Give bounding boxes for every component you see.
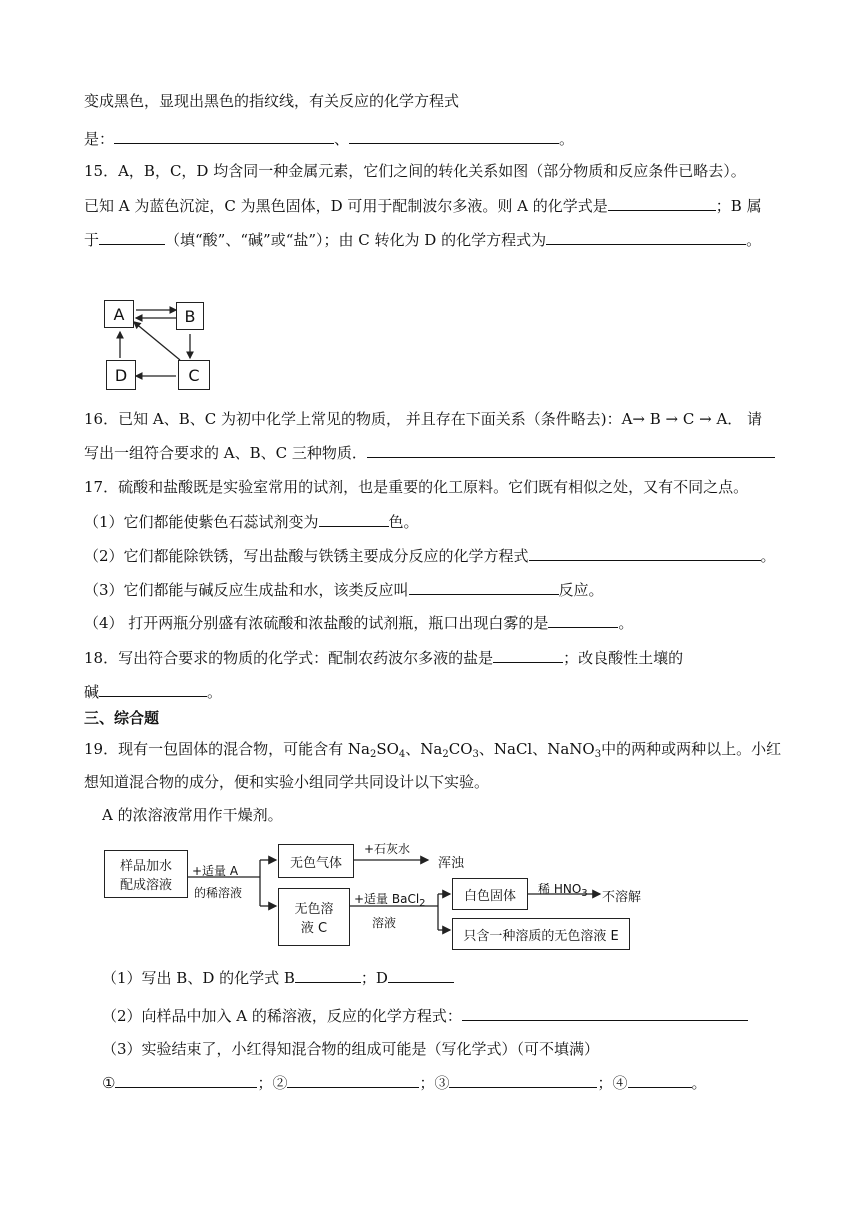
answer-blank[interactable] bbox=[608, 194, 716, 211]
q16-line2: 写出一组符合要求的 A、B、C 三种物质． bbox=[84, 441, 775, 464]
solution-c-box: 无色溶 液 C bbox=[278, 888, 350, 946]
answer-blank[interactable] bbox=[546, 228, 746, 245]
answer-blank[interactable] bbox=[388, 966, 454, 983]
q19-part3: （3）实验结束了，小红得知混合物的组成可能是（写化学式）（可不填满） bbox=[102, 1040, 600, 1058]
sample-box: 样品加水 配成溶液 bbox=[104, 850, 188, 898]
answer-blank[interactable] bbox=[548, 611, 618, 628]
answer-blank[interactable] bbox=[99, 680, 207, 697]
q18-line1: 18．写出符合要求的物质的化学式：配制农药波尔多液的盐是 ；改良酸性土壤的 bbox=[84, 646, 683, 669]
answer-blank[interactable] bbox=[295, 966, 361, 983]
answer-blank[interactable] bbox=[529, 544, 761, 561]
q17-part4: （4） 打开两瓶分别盛有浓硫酸和浓盐酸的试剂瓶，瓶口出现白雾的是 。 bbox=[84, 611, 633, 634]
q14-line2: 是： 、 。 bbox=[84, 127, 574, 150]
bacl2-label-2: 溶液 bbox=[372, 916, 397, 930]
q19-part3-answers: ① ；② ；③ ；④ 。 bbox=[102, 1071, 707, 1094]
answer-blank[interactable] bbox=[449, 1071, 597, 1088]
solution-e-box: 只含一种溶质的无色溶液 E bbox=[452, 918, 630, 950]
section-title: 三、综合题 bbox=[84, 709, 160, 727]
q19-flow-diagram bbox=[100, 834, 660, 958]
bacl2-label: +适量 BaCl$_2$ bbox=[354, 892, 426, 909]
q17-part2: （2）它们都能除铁锈，写出盐酸与铁锈主要成分反应的化学方程式 。 bbox=[84, 544, 776, 567]
node-c: C bbox=[178, 360, 210, 390]
hno3-label: 稀 $HNO_3$ bbox=[538, 882, 588, 899]
q19-note: A 的浓溶液常用作干燥剂。 bbox=[102, 806, 283, 824]
answer-blank[interactable] bbox=[349, 127, 559, 144]
answer-blank[interactable] bbox=[493, 646, 563, 663]
answer-blank[interactable] bbox=[628, 1071, 692, 1088]
q16-line1: 16．已知 A、B、C 为初中化学上常见的物质， 并且存在下面关系（条件略去)：A→ B → C → A． 请 bbox=[84, 410, 763, 428]
node-b: B bbox=[176, 302, 204, 330]
node-a: A bbox=[104, 300, 134, 328]
answer-blank[interactable] bbox=[99, 228, 165, 245]
add-a-label: +适量 A bbox=[192, 864, 239, 878]
q15-line3: 于 （填“酸”、“碱”或“盐”）；由 C 转化为 D 的化学方程式为 。 bbox=[84, 228, 761, 251]
add-a-label-2: 的稀溶液 bbox=[194, 886, 243, 900]
answer-blank[interactable] bbox=[409, 578, 559, 595]
white-solid-box: 白色固体 bbox=[452, 878, 528, 910]
turbid-label: 浑浊 bbox=[438, 856, 465, 871]
answer-blank[interactable] bbox=[462, 1004, 748, 1021]
insoluble-label: 不溶解 bbox=[602, 890, 642, 905]
answer-blank[interactable] bbox=[367, 441, 775, 458]
q17-part1: （1）它们都能使紫色石蕊试剂变为 色。 bbox=[84, 510, 419, 533]
q17-line1: 17．硫酸和盐酸既是实验室常用的试剂，也是重要的化工原料。它们既有相似之处，又有不同之点。 bbox=[84, 478, 749, 496]
limewater-label: +石灰水 bbox=[364, 842, 411, 856]
q19-part2: （2）向样品中加入 A 的稀溶液，反应的化学方程式： bbox=[102, 1004, 748, 1027]
answer-blank[interactable] bbox=[114, 127, 334, 144]
q18-line2: 碱 。 bbox=[84, 680, 222, 703]
q15-line1: 15．A，B，C，D 均含同一种金属元素，它们之间的转化关系如图（部分物质和反应条件已略去）。 bbox=[84, 162, 746, 180]
q19-line1: 19．现有一包固体的混合物，可能含有 $Na_2SO_4$、$Na_2CO_3$、NaCl、NaNO$_3$中的两种或两种以上。小红 bbox=[84, 740, 782, 760]
q17-part3: （3）它们都能与碱反应生成盐和水，该类反应叫 反应。 bbox=[84, 578, 604, 601]
q15-line2: 已知 A 为蓝色沉淀，C 为黑色固体，D 可用于配制波尔多液。则 A 的化学式是 ；B 属 bbox=[84, 194, 762, 217]
q14-line1: 变成黑色，显现出黑色的指纹线，有关反应的化学方程式 bbox=[84, 92, 460, 110]
node-d: D bbox=[106, 360, 136, 390]
q19-line2: 想知道混合物的成分，便和实验小组同学共同设计以下实验。 bbox=[84, 773, 490, 791]
q15-conversion-diagram bbox=[100, 296, 216, 392]
answer-blank[interactable] bbox=[115, 1071, 257, 1088]
q19-part1: （1）写出 B、D 的化学式 B ；D bbox=[102, 966, 454, 989]
answer-blank[interactable] bbox=[287, 1071, 419, 1088]
answer-blank[interactable] bbox=[319, 510, 389, 527]
gas-box: 无色气体 bbox=[278, 844, 354, 878]
